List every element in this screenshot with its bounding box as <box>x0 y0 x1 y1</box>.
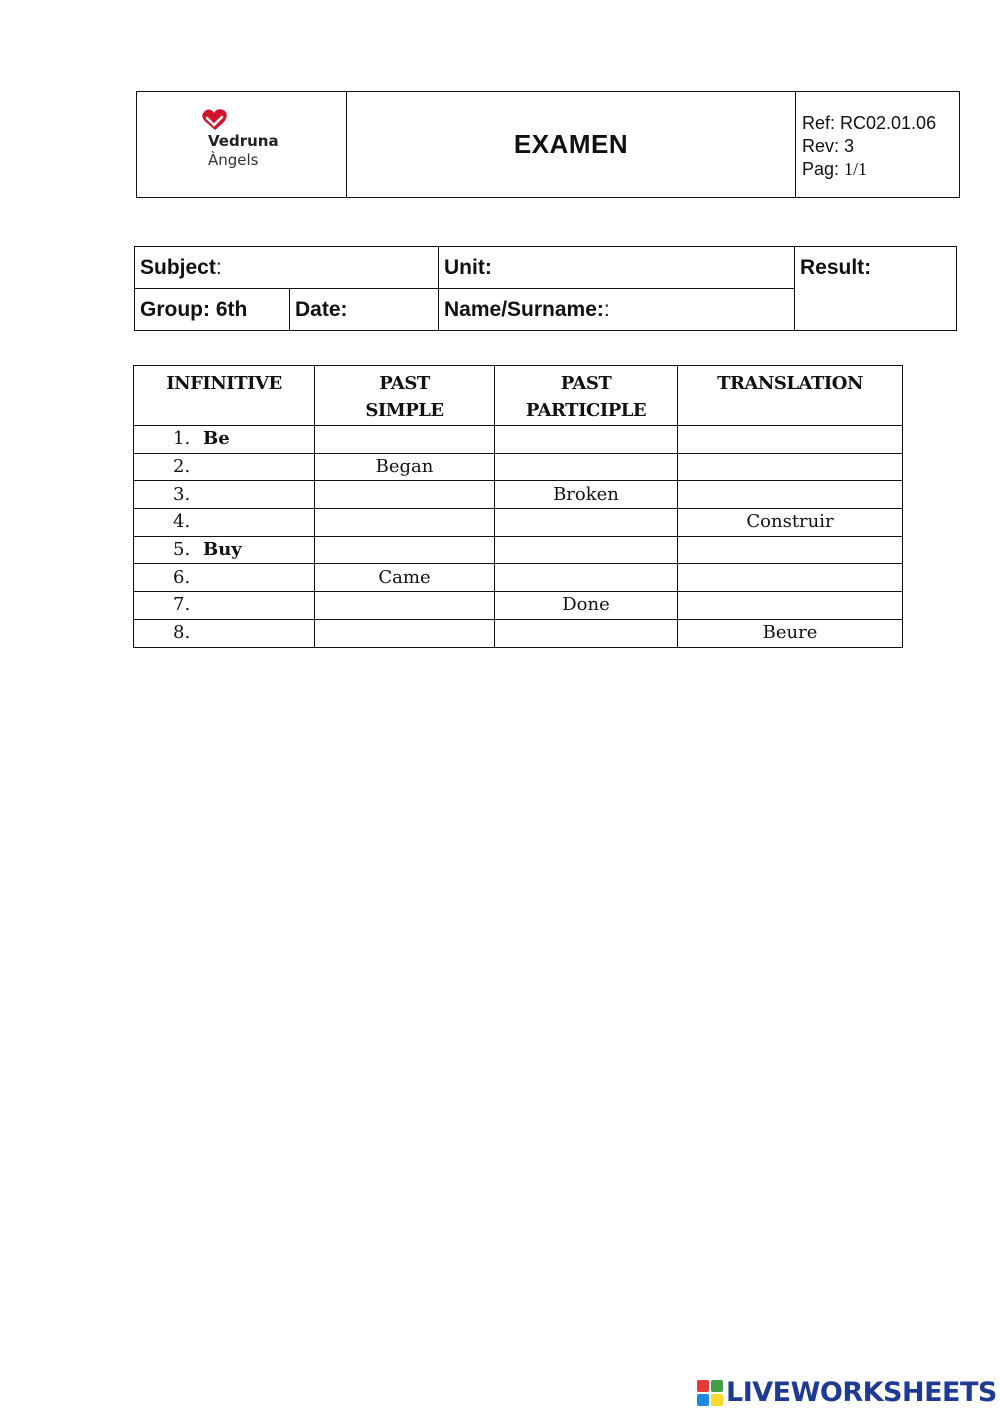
page-label: Pag: <box>802 159 845 179</box>
infinitive-cell[interactable] <box>134 509 315 537</box>
student-info-table <box>134 246 957 331</box>
past-participle-cell[interactable] <box>495 564 678 592</box>
logo-name: Vedruna <box>208 132 279 150</box>
table-row <box>134 481 903 509</box>
past-simple-cell[interactable] <box>315 619 495 647</box>
liveworksheets-logo <box>697 1377 997 1408</box>
past-simple-cell[interactable] <box>315 509 495 537</box>
infinitive-cell[interactable] <box>134 619 315 647</box>
page-number <box>802 158 959 181</box>
group-label: Group: 6th <box>140 297 248 321</box>
past-simple-cell: Began <box>315 453 495 481</box>
past-simple-cell[interactable] <box>315 592 495 620</box>
row-number: 8. <box>173 622 191 644</box>
row-number: 3. <box>173 483 191 505</box>
unit-label: Unit: <box>444 255 492 279</box>
translation-cell: Construir <box>678 509 903 537</box>
table-row <box>134 592 903 620</box>
header-infinitive: INFINITIVE <box>134 366 315 426</box>
row-number: 6. <box>173 566 191 588</box>
table-row <box>134 426 903 454</box>
table-row <box>134 564 903 592</box>
unit-cell[interactable] <box>439 247 795 289</box>
infinitive-cell[interactable] <box>134 592 315 620</box>
past-simple-cell[interactable] <box>315 426 495 454</box>
infinitive-cell[interactable] <box>134 426 315 454</box>
subject-label: Subject <box>140 255 216 279</box>
past-participle-cell[interactable] <box>495 509 678 537</box>
past-simple-cell: Came <box>315 564 495 592</box>
table-row <box>134 619 903 647</box>
liveworksheets-icon <box>697 1380 723 1406</box>
result-label: Result: <box>800 256 872 279</box>
past-participle-cell[interactable] <box>495 619 678 647</box>
table-row <box>134 509 903 537</box>
past-participle-cell: Broken <box>495 481 678 509</box>
infinitive-cell[interactable] <box>134 481 315 509</box>
row-number: 2. <box>173 456 191 478</box>
group-cell <box>135 289 290 331</box>
translation-cell[interactable] <box>678 453 903 481</box>
past-participle-cell[interactable] <box>495 453 678 481</box>
name-cell[interactable] <box>439 289 795 331</box>
header-past-simple: PAST SIMPLE <box>315 366 495 426</box>
table-row <box>134 453 903 481</box>
translation-cell[interactable] <box>678 426 903 454</box>
irregular-verbs-table <box>133 365 903 648</box>
name-colon: : <box>603 297 610 321</box>
header-translation: TRANSLATION <box>678 366 903 426</box>
table-header-row <box>134 366 903 426</box>
page-title: EXAMEN <box>347 92 796 197</box>
infinitive-cell[interactable] <box>134 536 315 564</box>
header-past-participle: PAST PARTICIPLE <box>495 366 678 426</box>
row-number: 1. <box>173 428 191 450</box>
logo-subtitle: Àngels <box>208 151 259 169</box>
subject-colon: : <box>215 255 222 279</box>
translation-cell[interactable] <box>678 592 903 620</box>
subject-cell[interactable] <box>135 247 439 289</box>
translation-cell[interactable] <box>678 536 903 564</box>
date-cell[interactable] <box>290 289 439 331</box>
row-number: 4. <box>173 511 191 533</box>
ref-text: Ref: RC02.01.06 <box>802 113 937 133</box>
infinitive-cell[interactable] <box>134 453 315 481</box>
past-participle-cell[interactable] <box>495 536 678 564</box>
infinitive-cell[interactable] <box>134 564 315 592</box>
heart-icon <box>201 108 229 132</box>
table-row <box>134 536 903 564</box>
liveworksheets-brand: LIVEWORKSHEETS <box>726 1377 997 1408</box>
name-label: Name/Surname: <box>444 297 604 321</box>
result-cell[interactable] <box>795 247 957 331</box>
document-header <box>136 91 960 198</box>
past-simple-cell[interactable] <box>315 481 495 509</box>
date-label: Date: <box>295 297 348 321</box>
infinitive-value: Be <box>203 428 230 450</box>
page-value: 1/1 <box>844 159 868 179</box>
translation-cell[interactable] <box>678 481 903 509</box>
past-simple-cell[interactable] <box>315 536 495 564</box>
translation-cell[interactable] <box>678 564 903 592</box>
row-number: 7. <box>173 594 191 616</box>
school-logo <box>137 92 347 197</box>
infinitive-value: Buy <box>203 539 242 561</box>
past-participle-cell[interactable] <box>495 426 678 454</box>
translation-cell: Beure <box>678 619 903 647</box>
rev-text: Rev: 3 <box>802 136 855 156</box>
row-number: 5. <box>173 539 191 561</box>
document-meta <box>796 92 959 197</box>
past-participle-cell: Done <box>495 592 678 620</box>
